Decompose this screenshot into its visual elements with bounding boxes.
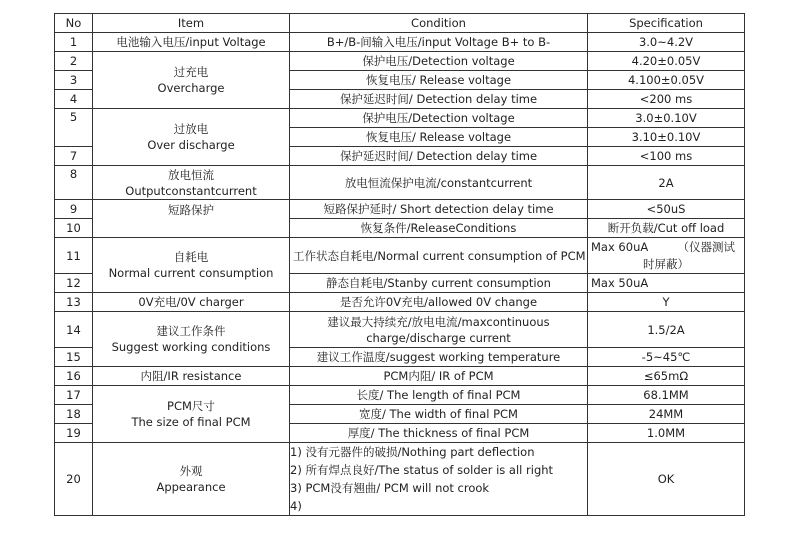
table-row bbox=[55, 238, 745, 274]
row-no: 9 bbox=[55, 200, 93, 219]
row-spec: 68.1MM bbox=[588, 386, 745, 405]
row-no: 4 bbox=[55, 90, 93, 109]
spec-value: Max 60uA bbox=[591, 239, 649, 254]
row-no: 1 bbox=[55, 33, 93, 52]
header-item: Item bbox=[93, 14, 290, 33]
appearance-line: 2) 所有焊点良好/The status of solder is all right bbox=[290, 463, 554, 477]
row-item-pcm-size bbox=[93, 386, 290, 443]
row-spec: 1.5/2A bbox=[588, 312, 745, 348]
row-item: 电池输入电压/input Voltage bbox=[93, 33, 290, 52]
item-cn: 建议工作条件 bbox=[156, 324, 226, 338]
row-condition: 宽度/ The width of final PCM bbox=[290, 405, 588, 424]
table-row bbox=[55, 443, 745, 516]
row-no: 10 bbox=[55, 219, 93, 238]
appearance-line: 3) PCM没有翘曲/ PCM will not crook bbox=[290, 481, 490, 495]
row-condition: 保护电压/Detection voltage bbox=[290, 52, 588, 71]
row-spec: <200 ms bbox=[588, 90, 745, 109]
row-no: 7 bbox=[55, 147, 93, 166]
item-en: Overcharge bbox=[157, 81, 225, 95]
table-row bbox=[55, 52, 745, 71]
row-condition: B+/B-间输入电压/input Voltage B+ to B- bbox=[290, 33, 588, 52]
header-condition: Condition bbox=[290, 14, 588, 33]
row-condition: 恢复电压/ Release voltage bbox=[290, 128, 588, 147]
row-condition: 建议工作温度/suggest working temperature bbox=[290, 348, 588, 367]
table-row bbox=[55, 166, 745, 200]
table-row bbox=[55, 367, 745, 386]
row-no: 2 bbox=[55, 52, 93, 71]
row-no: 13 bbox=[55, 293, 93, 312]
row-no: 18 bbox=[55, 405, 93, 424]
row-no: 12 bbox=[55, 274, 93, 293]
row-condition: 放电恒流保护电流/constantcurrent bbox=[290, 166, 588, 200]
row-spec: 1.0MM bbox=[588, 424, 745, 443]
item-en: Outputconstantcurrent bbox=[125, 183, 257, 198]
row-spec: Max 50uA bbox=[588, 274, 745, 293]
row-spec: <50uS bbox=[588, 200, 745, 219]
appearance-line: 1) 没有元器件的破损/Nothing part deflection bbox=[290, 445, 535, 459]
row-spec bbox=[588, 238, 745, 274]
spec-note: （仪器测试 bbox=[677, 239, 735, 254]
item-en: Appearance bbox=[156, 480, 226, 494]
row-item: 内阻/IR resistance bbox=[93, 367, 290, 386]
appearance-line: 4) bbox=[290, 499, 302, 513]
row-condition: 工作状态自耗电/Normal current consumption of PCM bbox=[290, 238, 588, 274]
row-condition: 是否允许0V充电/allowed 0V change bbox=[290, 293, 588, 312]
row-no: 5 bbox=[55, 109, 93, 147]
header-row bbox=[55, 14, 745, 33]
row-no: 20 bbox=[55, 443, 93, 516]
item-cn: PCM尺寸 bbox=[167, 399, 215, 413]
row-no: 19 bbox=[55, 424, 93, 443]
table-row bbox=[55, 200, 745, 219]
item-en: Suggest working conditions bbox=[111, 340, 271, 354]
spec-line bbox=[591, 239, 741, 256]
condition-line: 建议最大持续充/放电电流/maxcontinuous bbox=[327, 314, 550, 329]
row-item-working-conditions bbox=[93, 312, 290, 367]
row-condition: 保护延迟时间/ Detection delay time bbox=[290, 90, 588, 109]
row-item-appearance bbox=[93, 443, 290, 516]
item-cn: 过充电 bbox=[173, 65, 209, 79]
item-en: Normal current consumption bbox=[108, 266, 274, 280]
row-spec: 4.100±0.05V bbox=[588, 71, 745, 90]
row-spec: 3.0~4.2V bbox=[588, 33, 745, 52]
condition-line: charge/discharge current bbox=[366, 330, 511, 345]
item-cn: 外观 bbox=[179, 464, 203, 478]
item-cn: 自耗电 bbox=[173, 250, 209, 264]
table-row bbox=[55, 293, 745, 312]
row-condition: PCM内阻/ IR of PCM bbox=[290, 367, 588, 386]
row-spec: Y bbox=[588, 293, 745, 312]
row-no: 15 bbox=[55, 348, 93, 367]
table-row bbox=[55, 109, 745, 128]
item-en: Over discharge bbox=[147, 138, 235, 152]
row-condition: 保护电压/Detection voltage bbox=[290, 109, 588, 128]
table-row bbox=[55, 312, 745, 348]
row-condition bbox=[290, 312, 588, 348]
row-spec: 3.10±0.10V bbox=[588, 128, 745, 147]
header-spec: Specification bbox=[588, 14, 745, 33]
row-item-self-consumption bbox=[93, 238, 290, 293]
row-spec: 2A bbox=[588, 166, 745, 200]
row-spec: <100 ms bbox=[588, 147, 745, 166]
item-cn: 短路保护 bbox=[168, 203, 214, 217]
row-spec: 3.0±0.10V bbox=[588, 109, 745, 128]
row-condition: 厚度/ The thickness of final PCM bbox=[290, 424, 588, 443]
row-condition: 恢复条件/ReleaseConditions bbox=[290, 219, 588, 238]
row-item: 0V充电/0V charger bbox=[93, 293, 290, 312]
row-no: 3 bbox=[55, 71, 93, 90]
item-en: The size of final PCM bbox=[131, 415, 251, 429]
row-spec: 24MM bbox=[588, 405, 745, 424]
item-cn: 过放电 bbox=[173, 122, 209, 136]
row-item-overdischarge bbox=[93, 109, 290, 166]
row-condition: 保护延迟时间/ Detection delay time bbox=[290, 147, 588, 166]
table-row bbox=[55, 386, 745, 405]
row-item-constant-current bbox=[93, 166, 290, 200]
row-spec: -5~45℃ bbox=[588, 348, 745, 367]
row-spec: ≤65mΩ bbox=[588, 367, 745, 386]
row-condition: 长度/ The length of final PCM bbox=[290, 386, 588, 405]
row-condition bbox=[290, 443, 588, 516]
spec-note-cont: 时屏蔽） bbox=[643, 256, 689, 271]
row-spec: 断开负载/Cut off load bbox=[588, 219, 745, 238]
row-no: 8 bbox=[55, 166, 93, 200]
row-no: 11 bbox=[55, 238, 93, 274]
row-no: 16 bbox=[55, 367, 93, 386]
row-spec: 4.20±0.05V bbox=[588, 52, 745, 71]
item-cn: 放电恒流 bbox=[168, 167, 214, 182]
row-item-overcharge bbox=[93, 52, 290, 109]
table-row bbox=[55, 33, 745, 52]
row-condition: 静态自耗电/Stanby current consumption bbox=[290, 274, 588, 293]
row-item-short-circuit bbox=[93, 200, 290, 238]
row-condition: 恢复电压/ Release voltage bbox=[290, 71, 588, 90]
row-no: 14 bbox=[55, 312, 93, 348]
header-no: No bbox=[55, 14, 93, 33]
row-spec: OK bbox=[588, 443, 745, 516]
row-no: 17 bbox=[55, 386, 93, 405]
row-condition: 短路保护延时/ Short detection delay time bbox=[290, 200, 588, 219]
specification-table bbox=[54, 13, 745, 516]
